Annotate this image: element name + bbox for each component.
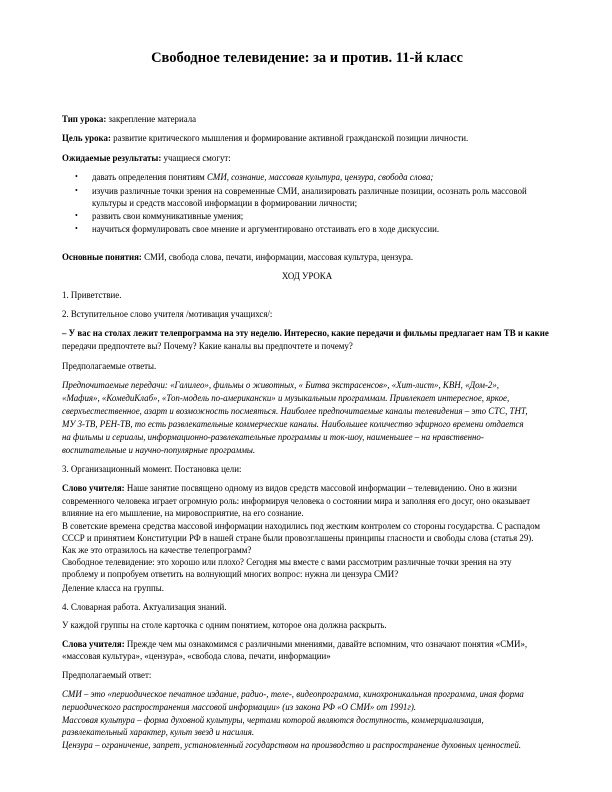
expected-answer-label: Предполагаемый ответ: (62, 670, 152, 680)
answers-line: воспитательные и научно-популярные программы. (62, 445, 256, 455)
lesson-goal-label: Цель урока: (62, 133, 111, 143)
list-item: научиться формулировать свое мнение и аргументировано отстаивать его в ходе дискуссии. (92, 224, 440, 234)
teacher-word-label: Слово учителя: (62, 483, 125, 493)
expected-answers-label: Предполагаемые ответы. (62, 361, 157, 371)
teacher-question-line: передачи предпочтете вы? Почему? Какие каналы вы предпочтете и почему? (62, 341, 353, 351)
basic-concepts-label: Основные понятия: (62, 252, 142, 262)
lesson-type (62, 114, 196, 124)
teacher-word-line: В советские времена средства массовой информации находились под жестким контролем со стороны государства. С распадом (62, 521, 541, 531)
step-1: 1. Приветствие. (62, 290, 122, 300)
list-item-continuation: культуры и средств массовой информации в формировании личности; (92, 198, 358, 208)
expected-results-text: учащиеся смогут: (161, 153, 231, 163)
teacher-word: Слово учителя: Наше занятие посвящено одному из видов средств массовой информации – телевидению. Оно в жизни (62, 483, 517, 493)
definition-line: периодического распространения массовой информации» (из закона РФ «О СМИ» от 1991г). (62, 702, 417, 712)
bullet-icon: • (75, 224, 78, 233)
step-4: 4. Словарная работа. Актуализация знаний. (62, 602, 227, 612)
answers-line: Предпочитаемые передачи: «Галилео», фильмы о животных, « Битва экстрасенсов», «Хит-лист», КВН, «Дом-2», (62, 380, 499, 390)
step-3: 3. Организационный момент. Постановка цели: (62, 464, 242, 474)
teacher-word-line: проблему и попробуем ответить на волнующий многих вопрос: нужна ли цензура СМИ? (62, 569, 399, 579)
list-item: развить свои коммуникативные умения; (92, 211, 244, 221)
bullet-icon: • (75, 186, 78, 195)
expected-results-label: Ожидаемые результаты: (62, 153, 162, 163)
expected-results (62, 153, 231, 163)
definition-line: Цензура – ограничение, запрет, установленный государством на производство и распространение духовных ценностей. (62, 740, 522, 750)
bullet-icon: • (75, 211, 78, 220)
answers-line: МУ 3-ТВ, РЕН-ТВ, то есть развлекательные коммерческие каналы. Наибольшее количество эфирного времени отдается (62, 419, 524, 429)
lesson-goal (62, 133, 468, 143)
step-2: 2. Вступительное слово учителя /мотивация учащихся/: (62, 309, 273, 319)
lesson-type-label: Тип урока: (62, 114, 107, 124)
document-title: Свободное телевидение: за и против. 11-й класс (151, 50, 463, 66)
teacher-word-2-line: «массовая культура», «цензура», «свобода слова, печати, информации» (62, 651, 331, 661)
basic-concepts-text: СМИ, свобода слова, печати, информации, массовая культура, цензура. (141, 252, 414, 262)
teacher-word-line: современного человека играет огромную роль: информируя человека о состоянии мира и заполняя его досуг, оно оказывает (62, 496, 531, 506)
definition-line: СМИ – это «периодическое печатное издание, радио-, теле-, видеопрограмма, кинохроникальная программа, иная форма (62, 689, 524, 699)
section-heading: ХОД УРОКА (281, 271, 333, 281)
lesson-goal-text: развитие критического мышления и формирование активной гражданской позиции личности. (110, 133, 469, 143)
teacher-word-line: влияние на его мышление, на мировосприятие, на его сознание. (62, 508, 304, 518)
lesson-type-text: закрепление материала (106, 114, 197, 124)
teacher-word-line: Как же это отразилось на качестве телепрограмм? (62, 545, 252, 555)
cards-text: У каждой группы на столе карточка с одним понятием, которое она должна раскрыть. (62, 620, 387, 630)
list-item: давать определения понятиям СМИ, сознание, массовая культура, цензура, свобода слова; (92, 172, 434, 182)
list-item: изучив различные точки зрения на современные СМИ, анализировать различные позиции, осознать роль массовой (92, 186, 527, 196)
groups-text: Деление класса на группы. (62, 583, 164, 593)
teacher-word-2: Слова учителя: Прежде чем мы ознакомимся с различными мнениями, давайте вспомним, что означают понятия «СМИ», (62, 639, 528, 649)
bullet-icon: • (75, 172, 78, 181)
teacher-word-line: Свободное телевидение: это хорошо или плохо? Сегодня мы вместе с вами рассмотрим различные точки зрения на эту (62, 557, 512, 567)
answers-line: «Мафия», «КомедиКлаб», «Топ-модель по-американски» и музыкальным программам. Привлекает интересное, яркое, (62, 393, 510, 403)
basic-concepts (62, 252, 413, 262)
definition-line: Массовая культура – форма духовной культуры, чертами которой являются доступность, коммерциализация, (62, 715, 484, 725)
answers-line: сверхъестественное, азарт и возможность посмеяться. Наиболее предпочитаемые каналы телевидения – это СТС, ТНТ, (62, 406, 528, 416)
answers-line: на фильмы и сериалы, информационно-развлекательные программы и ток-шоу, наименьшее – на нравственно- (62, 432, 484, 442)
teacher-question-line: – У вас на столах лежит телепрограмма на эту неделю. Интересно, какие передачи и фильмы предлагает нам ТВ и какие (62, 328, 549, 338)
teacher-word-2-label: Слова учителя: (62, 639, 125, 649)
teacher-word-line: СССР и принятием Конституции РФ в нашей стране были провозглашены принципы гласности и свободы слова (статья 29). (62, 533, 534, 543)
definition-line: развлекательный характер, культ звезд и насилия. (62, 727, 255, 737)
